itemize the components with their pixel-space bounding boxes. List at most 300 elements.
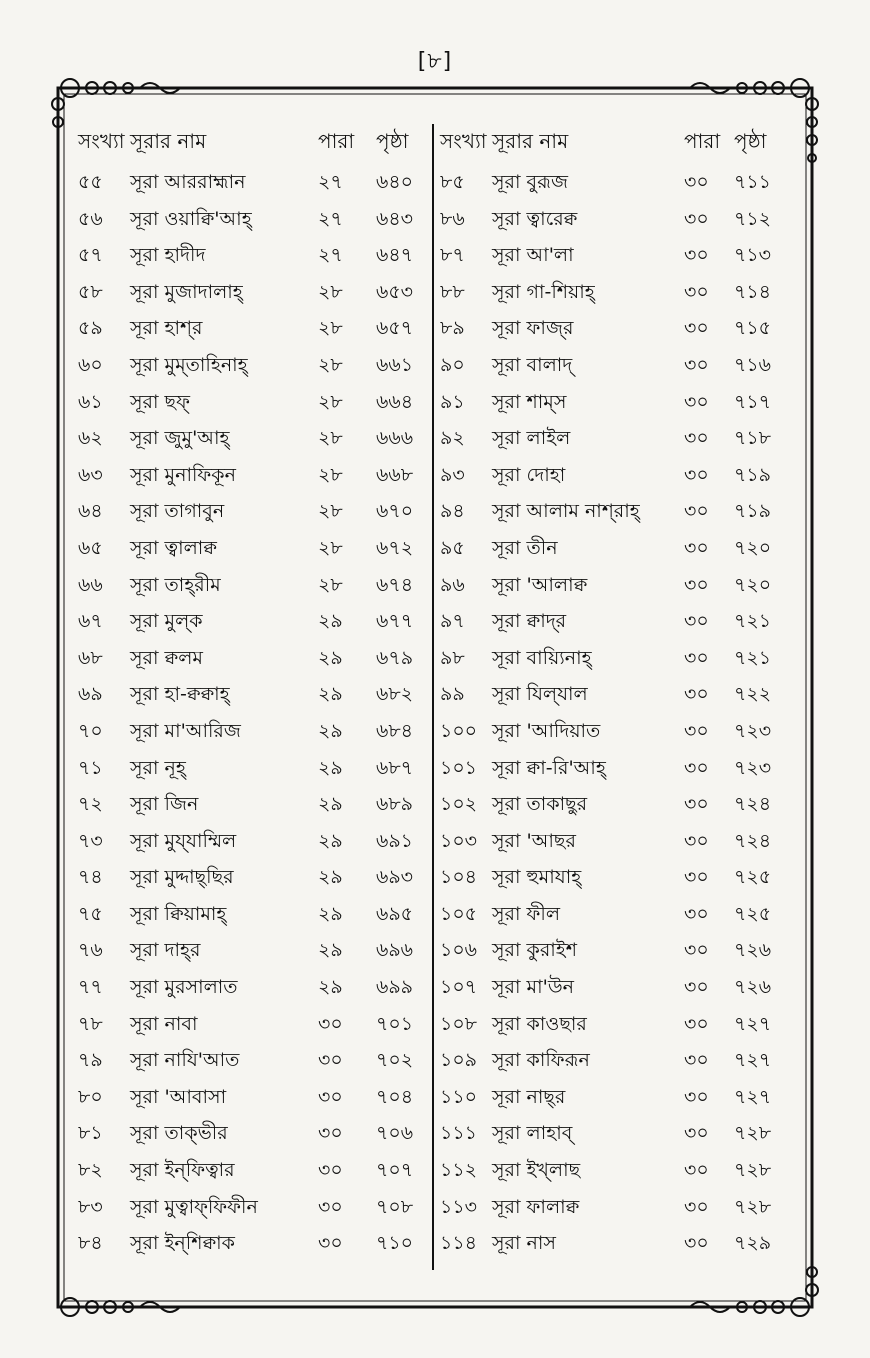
para-number: ২৯ [318,976,343,999]
page-number-cell: ৬৪৩ [376,207,414,230]
para-number: ২৮ [318,317,343,340]
page-number-cell: ৭১৯ [734,463,772,486]
para-number: ৩০ [684,976,709,999]
surah-number: ৬৬ [78,573,103,596]
table-row [438,1189,787,1226]
page-number-cell: ৬৮২ [376,683,414,706]
para-number: ৩০ [684,902,709,925]
table-row [438,823,787,860]
page-number-cell: ৬৯৩ [376,866,414,889]
page-number-cell: ৭২৮ [734,1195,772,1218]
surah-number: ৬১ [78,390,103,413]
page-number-cell: ৭২৮ [734,1122,772,1145]
table-row [72,347,427,384]
para-number: ৩০ [318,1122,343,1145]
page-number-cell: ৬৭৭ [376,610,414,633]
page-number: [৮] [417,49,453,74]
header-page: পৃষ্ঠা [734,129,767,153]
surah-name: সূরা নাস [492,1232,556,1255]
surah-name: সূরা ক্বাদ্‌র [492,610,567,633]
surah-name: সূরা মুরসালাত [130,976,238,999]
surah-number: ৬০ [78,353,103,376]
page-number-cell: ৬৭২ [376,536,414,559]
page-number-cell: ৭২৯ [734,1232,772,1255]
surah-name: সূরা দাহ্‌র [130,939,201,962]
header-number: সংখ্যা [78,129,125,153]
para-number: ৩০ [684,500,709,523]
surah-number: ১১৩ [440,1195,478,1218]
para-number: ৩০ [684,610,709,633]
surah-name: সূরা বালাদ্ [492,353,573,376]
surah-name: সূরা মুনাফিকূন [130,463,236,486]
surah-name: সূরা 'আদিয়াত [492,719,601,742]
para-number: ২৯ [318,939,343,962]
para-number: ২৭ [318,207,343,230]
surah-number: ৫৯ [78,317,103,340]
surah-number: ৯৪ [440,500,465,523]
right-column [438,118,787,1268]
surah-name: সূরা ক্বিয়ামাহ্ [130,902,227,925]
para-number: ৩০ [684,317,709,340]
page-number-cell: ৬৯৫ [376,902,414,925]
para-number: ৩০ [684,280,709,303]
para-number: ৩০ [684,1085,709,1108]
table-row [438,713,787,750]
table-row [438,1152,787,1189]
table-row [438,969,787,1006]
table-row [438,932,787,969]
surah-name: সূরা তীন [492,536,558,559]
surah-number: ১০২ [440,793,478,816]
surah-number: ৭৫ [78,902,103,925]
surah-number: ৬৭ [78,610,103,633]
table-row [72,823,427,860]
surah-name: সূরা বায়্যিনাহ্ [492,646,592,669]
surah-name: সূরা নাযি'আত [130,1049,240,1072]
page-number-cell: ৬৭৪ [376,573,414,596]
page-number-cell: ৭১৫ [734,317,772,340]
surah-name: সূরা জিন [130,793,199,816]
table-row [72,310,427,347]
surah-number: ৮৯ [440,317,465,340]
page-number-cell: ৭০৬ [376,1122,414,1145]
header-page: পৃষ্ঠা [376,129,409,153]
table-row [72,493,427,530]
table-row [438,1079,787,1116]
surah-name: সূরা মুম্‌তাহিনাহ্ [130,353,248,376]
surah-name: সূরা ওয়াক্বি'আহ্ [130,207,252,230]
surah-number: ৮১ [78,1122,103,1145]
header-para: পারা [318,129,355,153]
header-number: সংখ্যা [440,129,487,153]
surah-number: ৬২ [78,427,103,450]
table-row [72,896,427,933]
table-row [72,530,427,567]
para-number: ৩০ [684,427,709,450]
surah-number: ৮৭ [440,244,465,267]
page-number-cell: ৭০৮ [376,1195,414,1218]
surah-number: ১০৩ [440,829,478,852]
surah-name: সূরা মুয্‌যাম্মিল [130,829,237,852]
surah-name: সূরা মুত্বাফ্‌ফিফীন [130,1195,258,1218]
table-row [438,1042,787,1079]
surah-name: সূরা হাশ্‌র [130,317,203,340]
surah-number: ১০৪ [440,866,478,889]
surah-number: ১১১ [440,1122,477,1145]
surah-name: সূরা ত্বালাক্ব [130,536,217,559]
surah-number: ৬৩ [78,463,103,486]
page-number-cell: ৭২১ [734,610,772,633]
surah-name: সূরা তাক্‌ভীর [130,1122,228,1145]
surah-name: সূরা কাওছার [492,1012,587,1035]
surah-name: সূরা ছফ্ [130,390,190,413]
surah-number: ৯০ [440,353,465,376]
surah-number: ৭৪ [78,866,103,889]
page-number-cell: ৭১৯ [734,500,772,523]
para-number: ৩০ [684,463,709,486]
surah-index-table [72,118,787,1268]
para-number: ৩০ [684,207,709,230]
table-row [72,420,427,457]
surah-name: সূরা মুদ্দাছ্‌ছির [130,866,234,889]
surah-name: সূরা 'আছর [492,829,576,852]
surah-name: সূরা লাহাব্ [492,1122,573,1145]
left-column [72,118,427,1268]
surah-name: সূরা হা-ক্বক্বাহ্ [130,683,230,706]
para-number: ৩০ [318,1085,343,1108]
surah-name: সূরা নাছ্‌র [492,1085,566,1108]
page-number-cell: ৭২০ [734,536,772,559]
para-number: ৩০ [684,719,709,742]
surah-number: ৯৮ [440,646,465,669]
page-number-cell: ৭২৫ [734,866,772,889]
surah-number: ১০৮ [440,1012,478,1035]
para-number: ৩০ [684,683,709,706]
para-number: ৩০ [318,1232,343,1255]
surah-number: ১১৪ [440,1232,477,1255]
surah-number: ৮২ [78,1159,103,1182]
para-number: ২৮ [318,500,343,523]
surah-number: ৯৯ [440,683,465,706]
surah-number: ৯২ [440,427,465,450]
table-row [72,932,427,969]
surah-name: সূরা তাহ্‌রীম [130,573,221,596]
table-row [72,567,427,604]
surah-number: ৯৫ [440,536,465,559]
surah-number: ১০০ [440,719,478,742]
table-row [438,603,787,640]
page-number-cell: ৬৬১ [376,353,414,376]
surah-number: ৬৫ [78,536,103,559]
column-divider [432,124,434,1270]
para-number: ২৯ [318,683,343,706]
surah-name: সূরা ফাজ্‌র [492,317,574,340]
table-row [72,1042,427,1079]
surah-number: ৭৭ [78,976,103,999]
page-number-cell: ৭১৩ [734,244,772,267]
surah-name: সূরা মুল্‌ক [130,610,203,633]
surah-number: ৬৮ [78,646,103,669]
page-number-cell: ৬৯৬ [376,939,414,962]
page-number-cell: ৭২৬ [734,976,772,999]
table-row [72,603,427,640]
surah-number: ৮৬ [440,207,465,230]
table-row [438,859,787,896]
table-row [72,1225,427,1262]
surah-number: ৭১ [78,756,103,779]
table-row [72,1006,427,1043]
page-number-cell: ৬৫৩ [376,280,414,303]
surah-name: সূরা কাফিরূন [492,1049,590,1072]
surah-name: সূরা ফালাক্ব [492,1195,580,1218]
surah-number: ৫৮ [78,280,103,303]
surah-name: সূরা মা'আরিজ [130,719,241,742]
surah-number: ৮৫ [440,171,465,193]
page-number-cell: ৬৯৯ [376,976,414,999]
para-number: ৩০ [684,1232,709,1255]
surah-name: সূরা জুমু'আহ্ [130,427,230,450]
surah-name: সূরা ইন্‌ফিত্বার [130,1159,235,1182]
surah-number: ৫৭ [78,244,103,267]
surah-number: ৭৯ [78,1049,103,1072]
page-number-cell: ৭২৭ [734,1012,772,1035]
header-para: পারা [684,129,721,153]
page-number-cell: ৭০৪ [376,1085,414,1108]
surah-name: সূরা হুমাযাহ্ [492,866,582,889]
page-number-cell: ৭১৬ [734,353,772,376]
page-number-cell: ৬৭৯ [376,646,414,669]
table-row [438,237,787,274]
page-number-cell: ৬৪০ [376,171,414,193]
para-number: ২৮ [318,390,343,413]
para-number: ২৮ [318,353,343,376]
para-number: ৩০ [684,793,709,816]
surah-number: ৮০ [78,1085,103,1108]
surah-name: সূরা মুজাদালাহ্ [130,280,243,303]
surah-number: ৫৫ [78,171,103,193]
table-row [438,750,787,787]
para-number: ২৮ [318,573,343,596]
surah-name: সূরা 'আলাক্ব [492,573,588,596]
surah-name: সূরা ত্বারেক্ব [492,207,578,230]
table-row [438,567,787,604]
para-number: ৩০ [684,646,709,669]
para-number: ২৯ [318,646,343,669]
surah-name: সূরা নূহ্ [130,756,186,779]
surah-number: ৮৪ [78,1232,103,1255]
surah-number: ৭০ [78,719,103,742]
surah-name: সূরা ইখ্‌লাছ [492,1159,581,1182]
para-number: ৩০ [318,1012,343,1035]
para-number: ২৮ [318,536,343,559]
table-row [438,1115,787,1152]
para-number: ৩০ [684,939,709,962]
surah-number: ৯৭ [440,610,465,633]
para-number: ২৮ [318,280,343,303]
surah-number: ১১২ [440,1159,478,1182]
para-number: ৩০ [318,1195,343,1218]
page-number-cell: ৭২২ [734,683,772,706]
table-row [438,384,787,421]
para-number: ৩০ [684,756,709,779]
page-number-cell: ৬৬৬ [376,427,414,450]
surah-number: ১০১ [440,756,478,779]
surah-name: সূরা হাদীদ [130,244,206,267]
surah-name: সূরা তাগাবুন [130,500,225,523]
para-number: ৩০ [684,244,709,267]
surah-number: ৭৩ [78,829,103,852]
para-number: ২৯ [318,866,343,889]
page-number-cell: ৭২৪ [734,793,772,816]
surah-name: সূরা কুরাইশ [492,939,577,962]
para-number: ৩০ [684,1012,709,1035]
table-row [72,750,427,787]
table-row [438,310,787,347]
surah-name: সূরা ফীল [492,902,561,925]
surah-number: ৮৮ [440,280,465,303]
surah-name: সূরা লাইল [492,427,571,450]
surah-number: ৯৬ [440,573,465,596]
surah-name: সূরা যিল্‌যাল [492,683,588,706]
table-row [438,274,787,311]
table-row [72,201,427,238]
surah-name: সূরা আ'লা [492,244,574,267]
para-number: ২৭ [318,244,343,267]
surah-name: সূরা ইন্‌শিক্বাক [130,1232,235,1255]
page-number-cell: ৭২৫ [734,902,772,925]
para-number: ৩০ [684,829,709,852]
surah-name: সূরা ক্বা-রি'আহ্ [492,756,606,779]
para-number: ২৯ [318,756,343,779]
para-number: ৩০ [684,390,709,413]
table-row [438,676,787,713]
page-number-cell: ৬৯১ [376,829,414,852]
para-number: ২৯ [318,793,343,816]
page-number-cell: ৭২৩ [734,756,772,779]
surah-number: ১১০ [440,1085,478,1108]
table-row [72,164,427,201]
table-row [72,1115,427,1152]
page-number-cell: ৭২১ [734,646,772,669]
surah-number: ৬৪ [78,500,103,523]
surah-number: ৬৯ [78,683,103,706]
table-row [438,493,787,530]
table-row [72,1079,427,1116]
table-row [72,713,427,750]
surah-name: সূরা দোহা [492,463,566,486]
surah-name: সূরা ক্বলম [130,646,203,669]
page-number-cell: ৬৪৭ [376,244,414,267]
para-number: ৩০ [318,1159,343,1182]
table-row [438,786,787,823]
surah-name: সূরা আররাহ্মান [130,171,246,193]
para-number: ২৯ [318,610,343,633]
page-number-cell: ৭১৮ [734,427,772,450]
table-row [72,274,427,311]
para-number: ৩০ [684,1049,709,1072]
surah-name: সূরা মা'উন [492,976,574,999]
table-row [72,640,427,677]
page-number-cell: ৭২৭ [734,1085,772,1108]
surah-name: সূরা শাম্‌স [492,390,567,413]
page-number-cell: ৭২৭ [734,1049,772,1072]
surah-number: ৫৬ [78,207,103,230]
page-number-cell: ৬৫৭ [376,317,414,340]
page-number-cell: ৭২৩ [734,719,772,742]
para-number: ৩০ [684,536,709,559]
surah-name: সূরা বুরূজ [492,171,568,193]
para-number: ২৯ [318,902,343,925]
table-row [438,420,787,457]
page-number-cell: ৭১০ [376,1232,414,1255]
para-number: ২৯ [318,719,343,742]
para-number: ৩০ [684,1159,709,1182]
page-number-cell: ৬৮৪ [376,719,414,742]
page-number-cell: ৬৮৭ [376,756,414,779]
para-number: ২৮ [318,463,343,486]
page-number-cell: ৭১১ [734,171,772,193]
surah-number: ৮৩ [78,1195,103,1218]
para-number: ২৮ [318,427,343,450]
para-number: ৩০ [684,1195,709,1218]
para-number: ২৯ [318,829,343,852]
surah-name: সূরা 'আবাসা [130,1085,227,1108]
page-number-cell: ৭২৬ [734,939,772,962]
para-number: ২৭ [318,171,343,193]
table-row [72,384,427,421]
para-number: ৩০ [684,171,709,193]
page-number-cell: ৬৬৮ [376,463,414,486]
page-number-cell: ৭১৭ [734,390,772,413]
table-row [438,640,787,677]
table-row [438,896,787,933]
surah-number: ৯৩ [440,463,465,486]
page-number-cell: ৭২০ [734,573,772,596]
page-number-cell: ৭০২ [376,1049,414,1072]
surah-number: ১০৫ [440,902,478,925]
page-number-cell: ৭১২ [734,207,772,230]
surah-name: সূরা তাকাছুর [492,793,588,816]
table-row [438,1225,787,1262]
surah-name: সূরা নাবা [130,1012,198,1035]
table-row [72,786,427,823]
header-surah-name: সূরার নাম [130,129,207,153]
table-row [438,347,787,384]
table-row [438,201,787,238]
page-number-cell: ৭০৭ [376,1159,414,1182]
para-number: ৩০ [684,353,709,376]
surah-number: ১০৭ [440,976,478,999]
page-number-cell: ৭২৪ [734,829,772,852]
page-number-cell: ৬৮৯ [376,793,414,816]
surah-number: ৯১ [440,390,465,413]
surah-name: সূরা আলাম নাশ্‌রাহ্ [492,500,640,523]
page-number-cell: ৭০১ [376,1012,414,1035]
page-number-cell: ৭১৪ [734,280,772,303]
table-row [72,676,427,713]
table-row [72,237,427,274]
table-row [438,457,787,494]
para-number: ৩০ [684,866,709,889]
surah-number: ৭২ [78,793,103,816]
surah-number: ১০৯ [440,1049,478,1072]
para-number: ৩০ [684,1122,709,1145]
surah-number: ৭৬ [78,939,103,962]
page-number-cell: ৭২৮ [734,1159,772,1182]
para-number: ৩০ [684,573,709,596]
table-row [72,1152,427,1189]
surah-number: ১০৬ [440,939,478,962]
